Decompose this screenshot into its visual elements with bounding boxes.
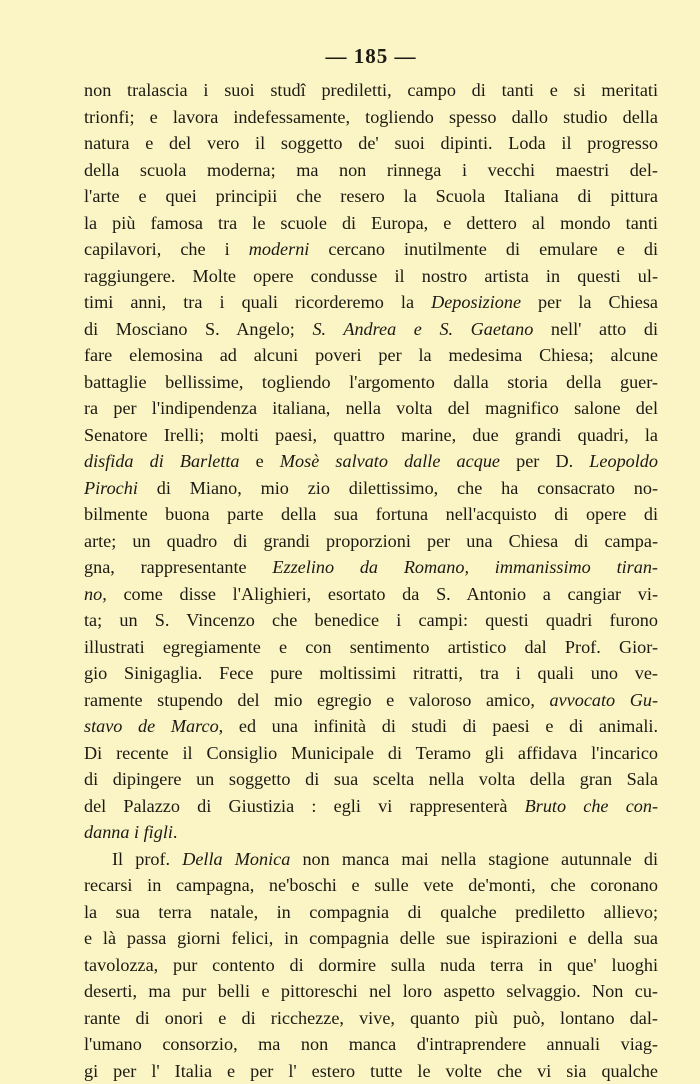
text-line: [84, 395, 658, 422]
text-line: [84, 528, 658, 555]
text-run: .: [173, 822, 178, 842]
italic-text: Leopoldo: [589, 451, 658, 471]
italic-text: S. Andrea e S. Gaetano: [312, 319, 533, 339]
text-run: raggiungere. Molte opere condusse il nostro artista in questi ul-: [84, 266, 658, 286]
italic-text: Ezzelino da Romano, immanissimo tiran-: [272, 557, 658, 577]
text-line: [84, 766, 658, 793]
body-text: [84, 77, 658, 1084]
paragraph: [84, 77, 658, 846]
italic-text: Della Monica: [182, 849, 290, 869]
text-run: non manca mai nella stagione autunnale di: [290, 849, 658, 869]
text-run: gio Sinigaglia. Fece pure moltissimi ritratti, tra i quali uno ve-: [84, 663, 658, 683]
text-line: [84, 104, 658, 131]
text-run: natura e del vero il soggetto de' suoi dipinti. Loda il progresso: [84, 133, 658, 153]
text-line: [84, 369, 658, 396]
italic-text: avvocato Gu-: [550, 690, 659, 710]
text-line: [84, 740, 658, 767]
text-line: [84, 501, 658, 528]
text-line: [84, 183, 658, 210]
italic-text: Deposizione: [431, 292, 521, 312]
text-line: [84, 607, 658, 634]
text-line: [84, 422, 658, 449]
text-run: di Mosciano S. Angelo;: [84, 319, 312, 339]
text-run: la sua terra natale, in compagnia di qualche prediletto allievo;: [84, 902, 658, 922]
paragraph: [84, 846, 658, 1084]
text-run: trionfi; e lavora indefessamente, togliendo spesso dallo studio della: [84, 107, 658, 127]
text-run: Di recente il Consiglio Municipale di Teramo gli affidava l'incarico: [84, 743, 658, 763]
italic-text: Pirochi: [84, 478, 138, 498]
text-line: [84, 925, 658, 952]
text-line: [84, 660, 658, 687]
text-run: per D.: [500, 451, 589, 471]
text-run: gi per l' Italia e per l' estero tutte le volte che vi sia qualche: [84, 1061, 658, 1081]
text-line: [84, 899, 658, 926]
text-line: [84, 1005, 658, 1032]
text-run: della scuola moderna; ma non rinnega i vecchi maestri del-: [84, 160, 658, 180]
text-run: ra per l'indipendenza italiana, nella volta del magnifico salone del: [84, 398, 658, 418]
text-run: capilavori, che i: [84, 239, 249, 259]
text-run: di dipingere un soggetto di sua scelta nella volta della gran Sala: [84, 769, 658, 789]
italic-text: Mosè salvato dalle acque: [280, 451, 500, 471]
text-line: [84, 687, 658, 714]
text-run: timi anni, tra i quali ricorderemo la: [84, 292, 431, 312]
text-run: gna, rappresentante: [84, 557, 272, 577]
text-run: del Palazzo di Giustizia : egli vi rappresenterà: [84, 796, 525, 816]
text-run: e: [240, 451, 280, 471]
text-run: illustrati egregiamente e con sentimento artistico dal Prof. Gior-: [84, 637, 658, 657]
text-run: l'umano consorzio, ma non manca d'intraprendere annuali viag-: [84, 1034, 658, 1054]
text-run: ramente stupendo del mio egregio e valoroso amico,: [84, 690, 550, 710]
text-line: [84, 819, 658, 846]
text-run: cercano inutilmente di emulare e di: [309, 239, 658, 259]
text-run: rante di onori e di ricchezze, vive, quanto più può, lontano dal-: [84, 1008, 658, 1028]
text-run: tavolozza, pur contento di dormire sulla nuda terra in que' luoghi: [84, 955, 658, 975]
text-line: [84, 263, 658, 290]
italic-text: Bruto che con-: [525, 796, 658, 816]
text-run: Il prof.: [112, 849, 182, 869]
page-number: — 185 —: [84, 44, 658, 69]
text-line: [84, 130, 658, 157]
text-line: [84, 342, 658, 369]
text-line: [84, 554, 658, 581]
text-line: [84, 1058, 658, 1084]
text-run: non tralascia i suoi studî prediletti, campo di tanti e si meritati: [84, 80, 658, 100]
text-run: l'arte e quei principii che resero la Scuola Italiana di pittura: [84, 186, 658, 206]
text-line: [84, 289, 658, 316]
text-line: [84, 952, 658, 979]
text-line: [84, 793, 658, 820]
text-line: [84, 1031, 658, 1058]
text-run: ta; un S. Vincenzo che benedice i campi: questi quadri furono: [84, 610, 658, 630]
text-run: di Miano, mio zio dilettissimo, che ha consacrato no-: [138, 478, 658, 498]
italic-text: stavo de Marco: [84, 716, 219, 736]
text-line: [84, 77, 658, 104]
text-line: [84, 846, 658, 873]
text-run: e là passa giorni felici, in compagnia delle sue ispirazioni e della sua: [84, 928, 658, 948]
text-run: come disse l'Alighieri, esortato da S. Antonio a cangiar vi-: [107, 584, 658, 604]
text-run: per la Chiesa: [521, 292, 658, 312]
text-line: [84, 236, 658, 263]
text-run: recarsi in campagna, ne'boschi e sulle vete de'monti, che coronano: [84, 875, 658, 895]
text-line: [84, 872, 658, 899]
italic-text: moderni: [249, 239, 310, 259]
text-run: la più famosa tra le scuole di Europa, e dettero al mondo tanti: [84, 213, 658, 233]
italic-text: no,: [84, 584, 107, 604]
italic-text: danna i figli: [84, 822, 173, 842]
text-line: [84, 475, 658, 502]
italic-text: disfida di Barletta: [84, 451, 240, 471]
text-run: bilmente buona parte della sua fortuna nell'acquisto di opere di: [84, 504, 658, 524]
text-run: battaglie bellissime, togliendo l'argomento dalla storia della guer-: [84, 372, 658, 392]
text-run: arte; un quadro di grandi proporzioni per una Chiesa di campa-: [84, 531, 658, 551]
text-run: Senatore Irelli; molti paesi, quattro marine, due grandi quadri, la: [84, 425, 658, 445]
text-run: deserti, ma pur belli e pittoreschi nel loro aspetto selvaggio. Non cu-: [84, 981, 658, 1001]
text-line: [84, 581, 658, 608]
text-run: nell' atto di: [533, 319, 658, 339]
text-line: [84, 448, 658, 475]
text-line: [84, 157, 658, 184]
text-line: [84, 978, 658, 1005]
text-line: [84, 713, 658, 740]
text-line: [84, 316, 658, 343]
text-line: [84, 634, 658, 661]
text-run: fare elemosina ad alcuni poveri per la medesima Chiesa; alcune: [84, 345, 658, 365]
text-run: , ed una infinità di studi di paesi e di animali.: [219, 716, 658, 736]
text-line: [84, 210, 658, 237]
